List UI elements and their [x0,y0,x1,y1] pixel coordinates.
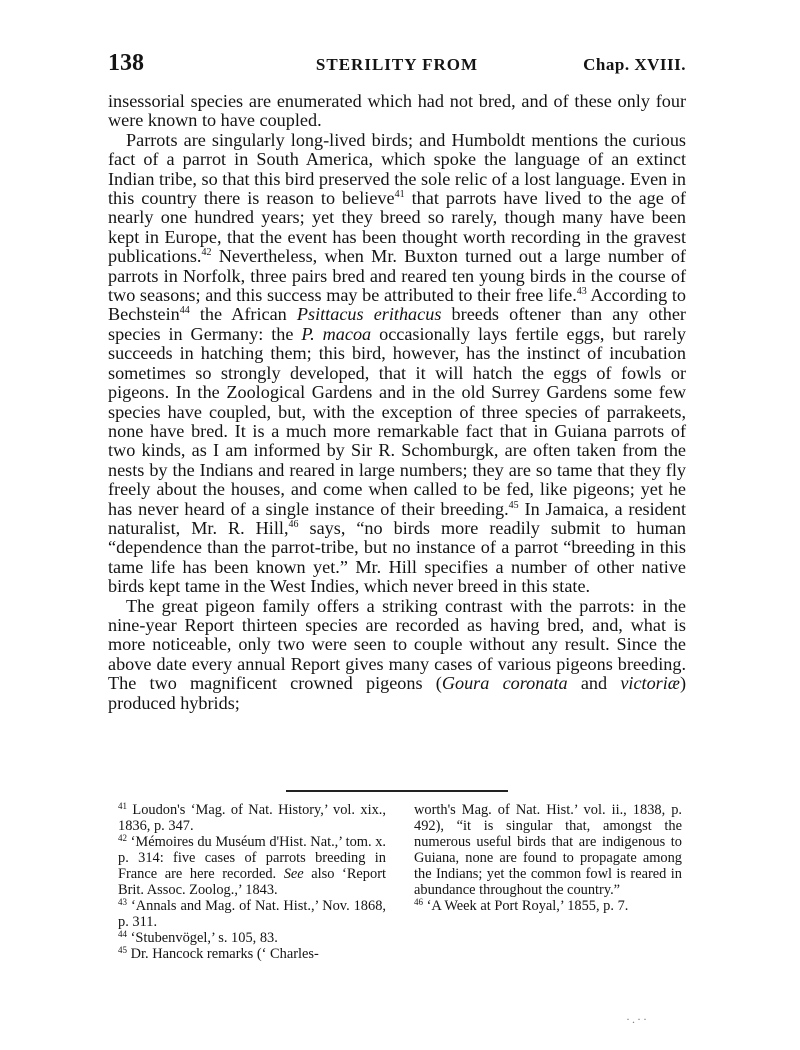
paragraph-pigeons: The great pigeon family offers a striking contrast with the parrots: in the nine-year Report thirteen species are recorded as having bred, and, what is more noticeable, only two were seen to couple without any result. Since the above date every annual Report gives many cases of various pigeons breeding. The two magnificent crowned pigeons (Goura coronata and victoriæ) produced hybrids; [108,595,686,713]
footnote-46: $^{46}$ ‘A Week at Port Royal,’ 1855, p. 7. [414,897,629,914]
footnote-45: $^{45}$ Dr. Hancock remarks (‘ Charles- [118,945,319,962]
footnote-ref-46[interactable]: 46 [288,518,299,530]
footnote-ref-43[interactable]: 43 [576,286,587,298]
footnote-45-continued: worth's Mag. of Nat. Hist.’ vol. ii., 1838, p. 492), “it is singular that, amongst the numerous useful birds that are indigenous to Guiana, none are found to propagate among the Indians; yet the common fowl is reared in abundance throughout the country.” [414,802,682,898]
page-smudge-mark: ·.·· [626,1012,649,1026]
footnotes-left-column [118,802,386,962]
paragraph-continued: insessorial species are enumerated which had not bred, and of these only four were known to have coupled. [108,91,686,131]
footnote-ref-41[interactable]: 41 [394,189,405,201]
footnote-43: $^{43}$ ‘Annals and Mag. of Nat. Hist.,’ Nov. 1868, p. 311. [118,897,386,930]
footnote-44: $^{44}$ ‘Stubenvögel,’ s. 105, 83. [118,929,278,946]
running-header [108,50,686,80]
footnote-41: $^{41}$ Loudon's ‘Mag. of Nat. History,’ vol. xix., 1836, p. 347. [118,801,386,834]
page-number: 138 [108,50,144,76]
footnotes-right-column [414,802,682,914]
footnote-ref-45[interactable]: 45 [508,499,519,511]
chapter-label: Chap. XVIII. [583,55,686,74]
footnote-ref-42[interactable]: 42 [201,247,212,259]
body-text [108,92,686,713]
footnote-divider [286,790,508,792]
footnote-ref-44[interactable]: 44 [179,305,190,317]
footnote-42: $^{42}$ ‘Mémoires du Muséum d'Hist. Nat.,’ tom. x. p. 314: five cases of parrots breeding in France are here recorded. See also ‘Report Brit. Assoc. Zoolog.,’ 1843. [118,833,386,898]
paragraph-parrots: Parrots are singularly long-lived birds; and Humboldt mentions the curious fact of a parrot in South America, which spoke the language of an extinct Indian tribe, so that this bird preserved the sole relic of a lost language. Even in this country there is reason to believe$^{41}$ that parrots have lived to the age of nearly one hundred years; yet they breed so rarely, though many have been kept in Europe, that the event has been thought worth recording in the gravest publications.$^{42}$ Nevertheless, when Mr. Buxton turned out a large number of parrots in Norfolk, three pairs bred and reared ten young birds in the course of two seasons; and this success may be attributed to their free life.$^{43}$ According to Bechstein$^{44}$ the African Psittacus erithacus breeds oftener than any other species in Germany: the P. macoa occasionally lays fertile eggs, but rarely succeeds in hatching them; this bird, however, has the instinct of incubation sometimes so strongly developed, that it will hatch the eggs of fowls or pigeons. In the Zoological Gardens and in the old Surrey Gardens some few species have coupled, but, with the exception of three species of parrakeets, none have bred. It is a much more remarkable fact that in Guiana parrots of two kinds, as I am informed by Sir R. Schomburgk, are often taken from the nests by the Indians and reared in large numbers; they are so tame that they fly freely about the houses, and come when called to be fed, like pigeons; yet he has never heard of a single instance of their breeding.$^{45}$ In Jamaica, a resident naturalist, Mr. R. Hill,$^{46}$ says, “no birds more readily submit to human “dependence than the parrot-tribe, but no instance of a parrot “breeding in this tame life has been known yet.” Mr. Hill specifies a number of other native birds kept tame in the West Indies, which never breed in this state. [108,129,686,597]
running-title: STERILITY FROM [315,55,479,74]
